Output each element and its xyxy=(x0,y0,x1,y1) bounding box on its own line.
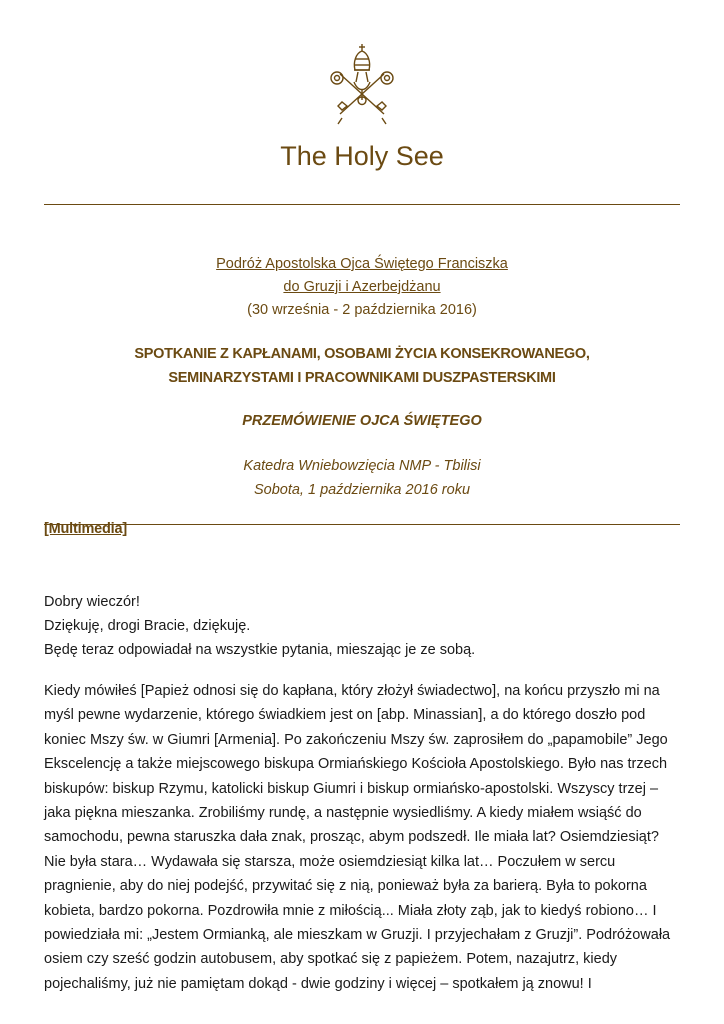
apostolic-journey-heading xyxy=(0,253,724,322)
greeting-block xyxy=(44,590,684,662)
paragraph-line: kobieta, bardzo pokorna. Pozdrowiła mnie z miłością... Miała złoty ząb, jak to kiedyś robiono… I xyxy=(44,902,657,919)
journey-dates: (30 września - 2 października 2016) xyxy=(247,302,477,318)
journey-link-line1[interactable]: Podróż Apostolska Ojca Świętego Franciszka xyxy=(216,256,508,272)
papal-coat-of-arms-icon xyxy=(322,42,402,126)
date-line: Sobota, 1 października 2016 roku xyxy=(253,482,471,498)
greeting-line: Będę teraz odpowiadał na wszystkie pytania, mieszając je ze sobą. xyxy=(44,642,476,658)
paragraph-line: jaka piękna mieszanka. Zrobiliśmy rundę, a następnie wysiedliśmy. A kiedy miałem wsiąść do xyxy=(44,805,642,822)
place-and-date xyxy=(0,454,724,502)
event-title xyxy=(0,342,724,390)
site-title[interactable]: The Holy See xyxy=(280,141,444,171)
paragraph-line: biskupów: biskup Rzymu, katolicki biskup Giumri i biskup ormiańsko-apostolski. Wszyscy trzej – xyxy=(44,780,659,797)
paragraph-line: Kiedy mówiłeś [Papież odnosi się do kapłana, który złożył świadectwo], na końcu przyszło mi na xyxy=(44,683,660,699)
paragraph-line: osiem czy sześć godzin autobusem, aby spotkać się z papieżem. Potem, nazajutrz, kiedy xyxy=(44,951,618,968)
event-title-line1: SPOTKANIE Z KAPŁANAMI, OSOBAMI ŻYCIA KONSEKROWANEGO, xyxy=(134,346,590,362)
event-title-line2: SEMINARZYSTAMI I PRACOWNIKAMI DUSZPASTERSKIMI xyxy=(168,370,556,386)
greeting-line: Dobry wieczór! xyxy=(44,594,140,610)
paragraph-line: myśl pewne wydarzenie, którego świadkiem jest on [abp. Minassian], a do którego doszło pod xyxy=(44,707,646,724)
journey-link-line2[interactable]: do Gruzji i Azerbejdżanu xyxy=(283,279,441,295)
speech-paragraph xyxy=(44,679,684,996)
header-divider xyxy=(44,204,680,205)
content-divider xyxy=(44,524,680,525)
paragraph-line: koniec Mszy św. w Giumri [Armenia]. Po zakończeniu Mszy św. zaprosiłem do „papamobile” Jego xyxy=(44,731,668,748)
multimedia-link[interactable]: [Multimedia] xyxy=(44,521,127,537)
place-line: Katedra Wniebowzięcia NMP - Tbilisi xyxy=(243,458,481,474)
paragraph-line: Nie była stara… Wydawała się starsza, może osiemdziesiąt kilka lat… Poczułem w sercu xyxy=(44,853,616,870)
paragraph-line: Ekscelencję a także miejscowego biskupa Ormiańskiego Kościoła Apostolskiego. Było nas trzech xyxy=(44,756,668,773)
paragraph-line: powiedziała mi: „Jestem Ormianką, ale mieszkam w Gruzji. I przyjechałam z Gruzji”. Podróżowała xyxy=(44,927,671,944)
paragraph-line: pojechaliśmy, już nie pamiętam dokąd - dwie godziny i więcej – spotkałem ją znowu! I xyxy=(44,975,592,992)
speech-title: PRZEMÓWIENIE OJCA ŚWIĘTEGO xyxy=(242,413,482,429)
paragraph-line: pragnienie, aby do niej podejść, przywitać się z nią, ponieważ była za barierą. Była to pokorna xyxy=(44,878,647,895)
paragraph-line: samochodu, pewna staruszka dała znak, prosząc, abym podszedł. Ile miała lat? Osiemdziesiąt? xyxy=(44,829,659,846)
greeting-line: Dziękuję, drogi Bracie, dziękuję. xyxy=(44,618,251,634)
